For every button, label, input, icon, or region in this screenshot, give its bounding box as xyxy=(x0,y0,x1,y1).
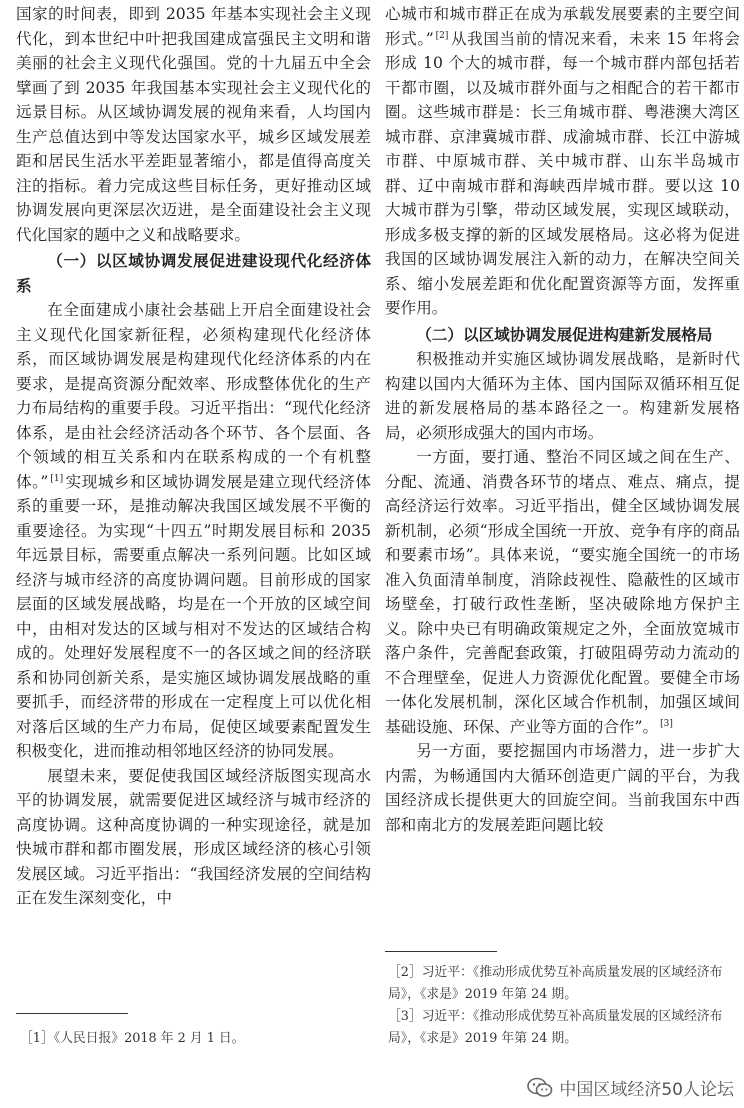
paragraph-text: 心城市和城市群正在成为承载发展要素的主要空间形式。” xyxy=(385,5,740,48)
left-column xyxy=(16,2,371,911)
footnote-ref[interactable]: [3] xyxy=(660,718,673,729)
paragraph xyxy=(16,298,371,764)
watermark xyxy=(527,1075,734,1100)
watermark-text: 中国区域经济50人论坛 xyxy=(559,1080,734,1100)
paragraph: 国家的时间表，即到 2035 年基本实现社会主义现代化，到本世纪中叶把我国建成富强民主文明和谐美丽的社会主义现代化强国。党的十九届五中全会擘画了到 2035 年我国基本实现社会主义现代化的远景目标。从区域协调发展的视角来看，人均国内生产总值达到中等发达国家水平，城乡区域发展差距和居民生活水平差距显著缩小，都是值得高度关注的指标。着力完成这些目标任务，更好推动区域协调发展向更深层次迈进，是全面建设社会主义现代化国家的题中之义和战略要求。 xyxy=(16,5,371,244)
paragraph-text: 实现城乡和区域协调发展是建立现代经济体系的重要一环，是推动解决我国区域发展不平衡的重要途径。为实现“十四五”时期发展目标和 2035 年远景目标，需要重点解决一系列问题。比如区域经济与城市经济的高度协调问题。目前形成的国家层面的区域发展战略，均是在一个开放的区域空间中，由相对发达的区域与相对不发达的区域结合构成的。处理好发展程度不一的各区域之间的经济联系和协同创新关系，是实施区域协调发展战略的重要抓手，而经济带的形成在一定程度上可以优化相对落后区域的生产力布局，促使区域要素配置发生积极变化，进而推动相邻地区经济的协同发展。 xyxy=(16,472,371,760)
footnote-ref[interactable]: [2] xyxy=(435,30,449,41)
paragraph-text: 从我国当前的情况来看，未来 15 年将会形成 10 个大的城市群，每一个城市群内部包括若干都市圈，以及城市群外面与之相配合的若干都市圈。这些城市群是：长三角城市群、粤港澳大湾区城市群、京津冀城市群、成渝城市群、长江中游城市群、中原城市群、关中城市群、山东半岛城市群、辽中南城市群和海峡西岸城市群。要以这 10 大城市群为引擎，带动区域发展，实现区域联动，形成多极支撑的新的区域发展格局。这必将为促进我国的区域协调发展注入新的动力，在解决空间关系、缩小发展差距和优化配置资源等方面，发挥重要作用。 xyxy=(385,29,740,317)
paragraph: 另一方面，要挖掘国内市场潜力，进一步扩大内需，为畅通国内大循环创造更广阔的平台，为我国经济成长提供更大的回旋空间。当前我国东中西部和南北方的发展差距问题比较 xyxy=(385,742,740,834)
paragraph xyxy=(385,445,740,739)
footnote: ［2］习近平：《推动形成优势互补高质量发展的区域经济布局》，《求是》2019 年第 24 期。 xyxy=(388,965,723,1002)
wechat-icon xyxy=(527,1077,553,1099)
footnote: ［1］《人民日报》2018 年 2 月 1 日。 xyxy=(20,1031,245,1046)
paragraph xyxy=(385,2,740,321)
section-heading: （二）以区域协调发展促进构建新发展格局 xyxy=(416,324,713,344)
paragraph-text: 一方面，要打通、整治不同区域之间在生产、分配、流通、消费各环节的堵点、难点、痛点，提高经济运行效率。习近平指出，健全区域协调发展新机制，必须“形成全国统一开放、竞争有序的商品和要素市场”。具体来说，“要实施全国统一的市场准入负面清单制度，消除歧视性、隐蔽性的区域市场壁垒，打破行政性垄断，坚决破除地方保护主义。除中央已有明确政策规定之外，全面放宽城市落户条件，完善配套政策，打破阻碍劳动力流动的不合理壁垒，促进人力资源优化配置。要健全市场一体化发展机制，深化区域合作机制，加强区域间基础设施、环保、产业等方面的合作”。 xyxy=(385,448,740,736)
footnote-ref[interactable]: [1] xyxy=(50,473,64,484)
paragraph-text: 在全面建成小康社会基础上开启全面建设社会主义现代化国家新征程，必须构建现代化经济体系，而区域协调发展是构建现代化经济体系的内在要求，是提高资源分配效率、形成整体优化的生产力布局结构的重要手段。习近平指出：“现代化经济体系，是由社会经济活动各个环节、各个层面、各个领域的相互关系和内在联系构成的一个有机整体。” xyxy=(16,301,371,491)
footnote: ［3］习近平：《推动形成优势互补高质量发展的区域经济布局》，《求是》2019 年第 24 期。 xyxy=(388,1009,723,1046)
section-heading: （一）以区域协调发展促进建设现代化经济体系 xyxy=(16,251,371,295)
paragraph: 积极推动并实施区域协调发展战略，是新时代构建以国内大循环为主体、国内国际双循环相互促进的新发展格局的基本路径之一。构建新发展格局，必须形成强大的国内市场。 xyxy=(385,350,740,442)
footnote-divider xyxy=(385,951,497,952)
paragraph: 展望未来，要促使我国区域经济版图实现高水平的协调发展，就需要促进区域经济与城市经济的高度协调。这种高度协调的一种实现途径，就是加快城市群和都市圈发展，形成区域经济的核心引领发展区域。习近平指出：“我国经济发展的空间结构正在发生深刻变化，中 xyxy=(16,766,371,907)
footnote-divider xyxy=(16,1013,128,1014)
right-column xyxy=(385,2,740,837)
